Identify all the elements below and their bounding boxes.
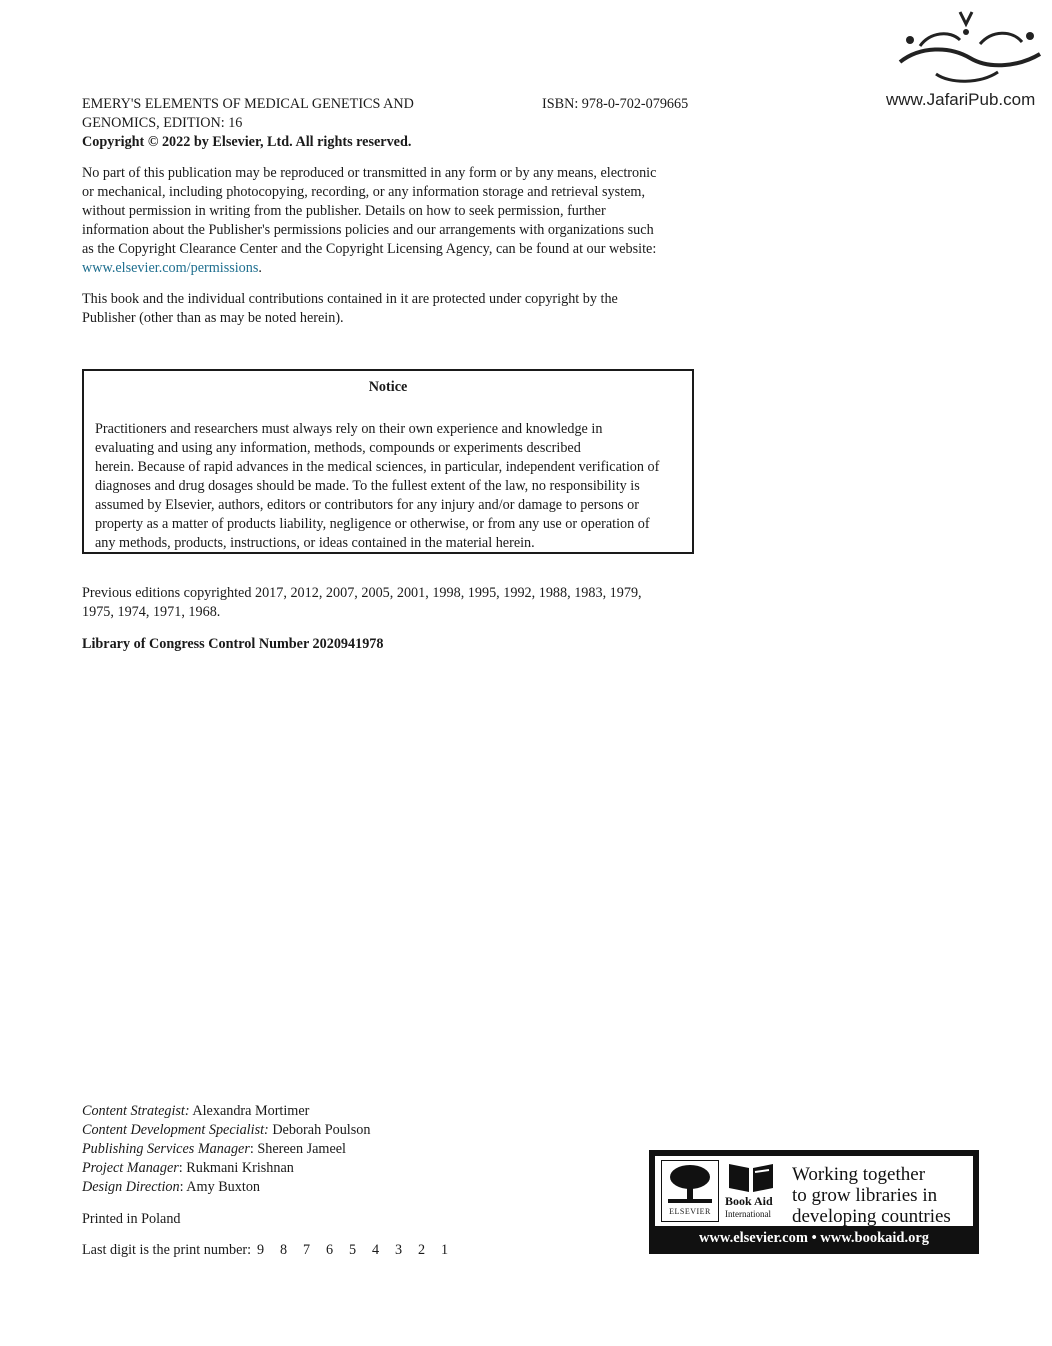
rights-line: information about the Publisher's permissions policies and our arrangements with organizations such — [82, 222, 654, 238]
print-number-label: Last digit is the print number: — [82, 1242, 252, 1258]
notice-line: property as a matter of products liability, negligence or otherwise, or from any use or operation of — [95, 516, 650, 532]
credit-role: Design Direction — [82, 1179, 180, 1195]
rights-line: or mechanical, including photocopying, recording, or any information storage and retrieval system, — [82, 184, 645, 200]
previous-editions — [82, 584, 702, 622]
protection-line: This book and the individual contributions contained in it are protected under copyright by the — [82, 291, 618, 307]
bookaid-label1: Book Aid — [725, 1194, 773, 1208]
credit-role: Content Development Specialist: — [82, 1122, 269, 1138]
credit-name: : Amy Buxton — [179, 1179, 261, 1195]
tagline-line: developing countries — [792, 1206, 951, 1227]
tagline-line: to grow libraries in — [792, 1185, 938, 1206]
elsevier-logo — [661, 1160, 719, 1222]
print-digit: 7 — [303, 1242, 311, 1258]
bookaid-logo — [725, 1160, 783, 1222]
tagline-line: Working together — [792, 1164, 926, 1185]
calligraphy-logo-icon — [880, 6, 1052, 88]
book-title-line2: GENOMICS, EDITION: 16 — [82, 115, 243, 131]
protection-line: Publisher (other than as may be noted herein). — [82, 310, 344, 326]
print-digit: 5 — [349, 1242, 357, 1258]
credit-name: Deborah Poulson — [272, 1122, 371, 1138]
notice-line: diagnoses and drug dosages should be made. To the fullest extent of the law, no responsibility is — [95, 478, 640, 494]
credit-name: : Rukmani Krishnan — [178, 1160, 294, 1176]
bookaid-urls: www.elsevier.com • www.bookaid.org — [698, 1230, 930, 1246]
elsevier-tree-icon — [662, 1161, 718, 1205]
print-digit: 9 — [257, 1242, 265, 1258]
credit-row — [82, 1121, 370, 1140]
credits — [82, 1102, 370, 1197]
copyright-line: Copyright © 2022 by Elsevier, Ltd. All rights reserved. — [82, 134, 412, 150]
notice-heading: Notice — [368, 379, 408, 395]
credit-role: Publishing Services Manager — [82, 1141, 250, 1157]
print-number-line — [82, 1241, 464, 1260]
watermark-logo — [880, 6, 1052, 116]
lccn: Library of Congress Control Number 2020941978 — [82, 636, 384, 652]
notice-text — [95, 420, 691, 553]
elsevier-label: ELSEVIER — [669, 1207, 711, 1216]
printed-in: Printed in Poland — [82, 1211, 181, 1227]
notice-line: assumed by Elsevier, authors, editors or contributors for any injury and/or damage to persons or — [95, 497, 639, 513]
rights-line: as the Copyright Clearance Center and the Copyright Licensing Agency, can be found at our website: — [82, 241, 657, 257]
book-title-line1: EMERY'S ELEMENTS OF MEDICAL GENETICS AND — [82, 96, 414, 112]
bookaid-book-icon — [725, 1160, 777, 1194]
notice-line: herein. Because of rapid advances in the medical sciences, in particular, independent verification of — [95, 459, 660, 475]
print-digit: 4 — [372, 1242, 380, 1258]
bookaid-banner — [649, 1150, 979, 1254]
print-digit: 2 — [418, 1242, 426, 1258]
print-digit: 3 — [395, 1242, 403, 1258]
credit-row — [82, 1102, 370, 1121]
credit-name: Alexandra Mortimer — [192, 1103, 310, 1119]
permissions-link[interactable]: www.elsevier.com/permissions — [82, 260, 259, 276]
credit-role: Project Manager — [82, 1160, 179, 1176]
notice-line: Practitioners and researchers must always rely on their own experience and knowledge in — [95, 421, 603, 437]
credit-row — [82, 1159, 370, 1178]
credit-name: : Shereen Jameel — [249, 1141, 346, 1157]
credit-row — [82, 1140, 370, 1159]
notice-box — [82, 369, 694, 554]
bookaid-panel — [655, 1156, 973, 1226]
isbn: ISBN: 978-0-702-079665 — [542, 96, 689, 112]
editions-line: 1975, 1974, 1971, 1968. — [82, 604, 221, 620]
notice-line: any methods, products, instructions, or ideas contained in the material herein. — [95, 535, 535, 551]
credit-role: Content Strategist: — [82, 1103, 190, 1119]
credit-row — [82, 1178, 370, 1197]
notice-line: evaluating and using any information, methods, compounds or experiments described — [95, 440, 581, 456]
rights-line: No part of this publication may be reproduced or transmitted in any form or by any means, electronic — [82, 165, 657, 181]
print-digit: 8 — [280, 1242, 288, 1258]
print-digit: 6 — [326, 1242, 334, 1258]
protection-paragraph — [82, 290, 702, 328]
rights-paragraph: No part of this publication may be reproduced or transmitted in any form or by any means, electronic or mechanical, including photocopying, recording, or any information storage and retrieval system, without permission in writing from the publisher. Details on how to seek permission, further information about the Publisher's permissions policies and our arrangements with organizations such as the Copyright Clearance Center and the Copyright Licensing Agency, can be found at our website: www.elsevier.com/permissions. — [82, 164, 702, 278]
editions-line: Previous editions copyrighted 2017, 2012, 2007, 2005, 2001, 1998, 1995, 1992, 1988, 1983, 1979, — [82, 585, 642, 601]
print-digit: 1 — [441, 1242, 449, 1258]
rights-line: without permission in writing from the publisher. Details on how to seek permission, further — [82, 203, 606, 219]
bookaid-label2: International — [725, 1209, 771, 1219]
bookaid-tagline — [792, 1164, 972, 1227]
watermark-site: www.JafariPub.com — [886, 90, 1036, 109]
